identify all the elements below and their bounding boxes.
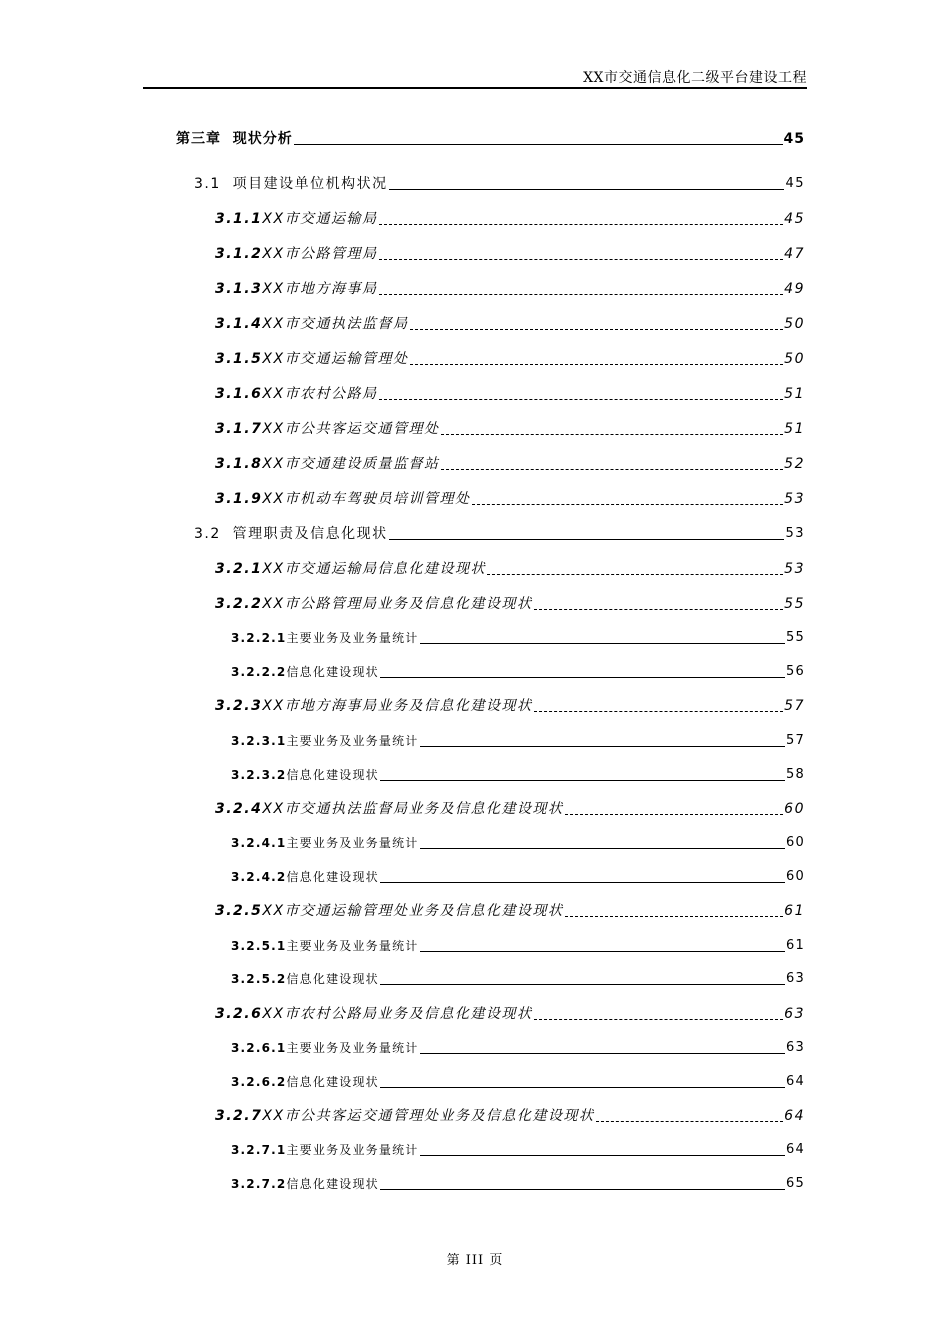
toc-entry[interactable]	[194, 523, 805, 543]
toc-entry[interactable]	[215, 453, 805, 473]
toc-entry-title	[231, 834, 419, 852]
toc-entry-page-number: 63	[784, 1006, 805, 1022]
toc-entry-title	[231, 1073, 379, 1091]
toc-entry-text: XX市农村公路局	[262, 386, 378, 402]
toc-entry-text: 主要业务及业务量统计	[286, 1143, 419, 1157]
toc-entry-page-number: 45	[783, 131, 805, 147]
toc-entry-page-number: 45	[784, 211, 805, 227]
toc-entry-number: 3.2	[194, 526, 221, 542]
toc-entry[interactable]	[231, 1139, 805, 1159]
toc-entry-number: 3.2.4.1	[231, 836, 287, 850]
toc-entry-page-number: 60	[786, 869, 805, 884]
toc-entry-text: XX市公共客运交通管理处	[262, 421, 440, 437]
toc-entry-title	[215, 490, 471, 508]
toc-entry-text: XX市公路管理局业务及信息化建设现状	[262, 596, 533, 612]
toc-leader-line	[379, 294, 784, 295]
toc-entry[interactable]	[231, 764, 805, 784]
toc-entry[interactable]	[215, 348, 805, 368]
toc-entry[interactable]	[231, 1173, 805, 1193]
toc-entry-page-number: 63	[786, 971, 805, 986]
toc-entry-page-number: 56	[786, 664, 805, 679]
toc-entry-number: 3.2.6.2	[231, 1075, 287, 1089]
toc-entry-page-number: 55	[786, 630, 805, 645]
toc-entry-title	[194, 525, 388, 543]
toc-entry[interactable]	[231, 627, 805, 647]
toc-entry-text: XX市交通运输局信息化建设现状	[262, 561, 487, 577]
toc-entry-title	[215, 350, 409, 368]
toc-entry-number: 3.1	[194, 176, 221, 192]
toc-leader-line	[420, 1155, 786, 1156]
toc-entry[interactable]	[215, 383, 805, 403]
toc-entry-text: XX市公共客运交通管理处业务及信息化建设现状	[262, 1108, 595, 1124]
toc-leader-line	[389, 189, 785, 190]
toc-entry[interactable]	[215, 695, 805, 715]
toc-entry[interactable]	[194, 173, 805, 193]
toc-entry-page-number: 53	[784, 561, 805, 577]
toc-entry-number: 3.2.3	[215, 698, 263, 714]
toc-entry[interactable]	[215, 593, 805, 613]
toc-entry-number: 3.1.2	[215, 246, 263, 262]
toc-entry-page-number: 61	[786, 938, 805, 953]
toc-entry-title	[215, 560, 486, 578]
toc-entry-title	[215, 697, 533, 715]
toc-entry[interactable]	[231, 1037, 805, 1057]
toc-entry-number: 3.2.7.2	[231, 1177, 287, 1191]
toc-entry-text: 主要业务及业务量统计	[286, 939, 419, 953]
toc-leader-line	[380, 677, 785, 678]
toc-entry-number: 3.1.5	[215, 351, 263, 367]
toc-entry-title	[215, 385, 378, 403]
toc-entry-text: 信息化建设现状	[286, 1177, 379, 1191]
toc-leader-line	[380, 1087, 785, 1088]
toc-entry-number: 3.2.2.2	[231, 665, 287, 679]
toc-entry-number: 3.2.6.1	[231, 1041, 287, 1055]
toc-entry-number: 3.2.2	[215, 596, 263, 612]
toc-leader-line	[389, 539, 785, 540]
toc-entry-text: 项目建设单位机构状况	[232, 176, 388, 192]
toc-leader-line	[487, 574, 783, 575]
toc-entry-title	[215, 595, 533, 613]
toc-entry-page-number: 61	[784, 903, 805, 919]
header-title: XX市交通信息化二级平台建设工程	[583, 70, 807, 86]
toc-entry-page-number: 63	[786, 1040, 805, 1055]
toc-entry-text: 信息化建设现状	[286, 972, 379, 986]
toc-entry[interactable]	[231, 1071, 805, 1091]
toc-entry-title	[231, 970, 379, 988]
toc-leader-line	[441, 469, 784, 470]
toc-leader-line	[420, 848, 786, 849]
toc-entry-page-number: 55	[784, 596, 805, 612]
toc-entry[interactable]	[215, 900, 805, 920]
toc-entry-number: 3.2.5.1	[231, 939, 287, 953]
toc-leader-line	[380, 882, 785, 883]
toc-entry-page-number: 57	[784, 698, 805, 714]
toc-entry-title	[231, 663, 379, 681]
page-number: 第 III 页	[446, 1253, 504, 1268]
toc-entry[interactable]	[215, 488, 805, 508]
toc-entry-number: 3.1.9	[215, 491, 263, 507]
toc-entry-title	[176, 130, 293, 148]
toc-entry-number: 3.1.7	[215, 421, 263, 437]
toc-entry-page-number: 50	[784, 316, 805, 332]
toc-entry-number: 3.2.3.2	[231, 768, 287, 782]
toc-entry[interactable]	[215, 798, 805, 818]
toc-entry-page-number: 51	[784, 421, 805, 437]
toc-entry[interactable]	[215, 208, 805, 228]
toc-entry[interactable]	[215, 418, 805, 438]
toc-entry-text: 信息化建设现状	[286, 1075, 379, 1089]
toc-entry-text: 现状分析	[232, 131, 293, 147]
toc-entry-text: 主要业务及业务量统计	[286, 734, 419, 748]
toc-entry[interactable]	[231, 832, 805, 852]
toc-leader-line	[380, 1189, 785, 1190]
toc-entry-page-number: 45	[785, 176, 805, 191]
toc-entry-title	[231, 732, 419, 750]
toc-entry-text: XX市地方海事局	[262, 281, 378, 297]
toc-entry-number: 3.2.3.1	[231, 734, 287, 748]
toc-entry-title	[215, 902, 564, 920]
toc-entry-title	[231, 1175, 379, 1193]
toc-leader-line	[420, 951, 786, 952]
toc-entry-number: 3.2.2.1	[231, 631, 287, 645]
toc-entry-title	[231, 766, 379, 784]
toc-entry-page-number: 60	[786, 835, 805, 850]
toc-leader-line	[534, 609, 784, 610]
toc-leader-line	[420, 746, 786, 747]
toc-entry-text: XX市交通运输局	[262, 211, 378, 227]
toc-entry-title	[231, 629, 419, 647]
toc-entry-number: 3.1.3	[215, 281, 263, 297]
toc-leader-line	[596, 1121, 784, 1122]
toc-entry-title	[215, 420, 440, 438]
toc-entry-text: XX市交通执法监督局业务及信息化建设现状	[262, 801, 564, 817]
toc-entry-title	[215, 455, 440, 473]
toc-entry-page-number: 64	[786, 1142, 805, 1157]
toc-entry-page-number: 64	[784, 1108, 805, 1124]
toc-entry-text: XX市交通执法监督局	[262, 316, 409, 332]
toc-entry-title	[215, 1107, 595, 1125]
toc-entry-title	[215, 315, 409, 333]
toc-entry-title	[231, 1039, 419, 1057]
toc-entry-title	[215, 1005, 533, 1023]
toc-entry[interactable]	[231, 935, 805, 955]
toc-entry-title	[231, 937, 419, 955]
toc-entry-page-number: 53	[785, 526, 805, 541]
toc-leader-line	[380, 984, 785, 985]
toc-entry[interactable]	[215, 1105, 805, 1125]
toc-leader-line	[294, 144, 783, 145]
toc-entry[interactable]	[215, 243, 805, 263]
toc-entry-text: 信息化建设现状	[286, 768, 379, 782]
toc-entry-page-number: 51	[784, 386, 805, 402]
toc-leader-line	[410, 364, 784, 365]
toc-entry-number: 3.1.4	[215, 316, 263, 332]
toc-entry-title	[215, 280, 378, 298]
toc-entry-number: 3.1.1	[215, 211, 263, 227]
toc-entry-page-number: 65	[786, 1176, 805, 1191]
toc-entry-number: 3.2.7	[215, 1108, 263, 1124]
toc-entry-title	[231, 868, 379, 886]
toc-entry-text: XX市交通建设质量监督站	[262, 456, 440, 472]
toc-entry-text: 信息化建设现状	[286, 665, 379, 679]
toc-leader-line	[380, 780, 785, 781]
toc-entry-text: XX市交通运输管理处	[262, 351, 409, 367]
toc-entry-title	[194, 175, 388, 193]
toc-entry-page-number: 57	[786, 733, 805, 748]
toc-leader-line	[534, 1019, 784, 1020]
toc-leader-line	[441, 434, 784, 435]
toc-leader-line	[379, 224, 784, 225]
toc-entry-text: XX市机动车驾驶员培训管理处	[262, 491, 471, 507]
toc-entry-text: XX市地方海事局业务及信息化建设现状	[262, 698, 533, 714]
toc-leader-line	[420, 1053, 786, 1054]
toc-leader-line	[534, 711, 784, 712]
toc-entry-text: XX市交通运输管理处业务及信息化建设现状	[262, 903, 564, 919]
toc-entry[interactable]	[231, 730, 805, 750]
toc-entry-text: XX市农村公路局业务及信息化建设现状	[262, 1006, 533, 1022]
toc-entry-text: 管理职责及信息化现状	[232, 526, 388, 542]
toc-entry[interactable]	[215, 313, 805, 333]
toc-entry-number: 3.2.1	[215, 561, 263, 577]
toc-entry-text: XX市公路管理局	[262, 246, 378, 262]
toc-entry-page-number: 49	[784, 281, 805, 297]
toc-leader-line	[379, 399, 784, 400]
toc-entry-page-number: 58	[786, 767, 805, 782]
toc-entry[interactable]	[231, 968, 805, 988]
toc-entry[interactable]	[215, 558, 805, 578]
toc-entry[interactable]	[215, 1003, 805, 1023]
toc-entry-number: 3.2.7.1	[231, 1143, 287, 1157]
toc-entry[interactable]	[231, 866, 805, 886]
toc-entry[interactable]	[215, 278, 805, 298]
toc-entry-page-number: 50	[784, 351, 805, 367]
toc-entry-number: 3.1.6	[215, 386, 263, 402]
toc-entry[interactable]	[176, 128, 805, 148]
toc-leader-line	[420, 643, 786, 644]
toc-leader-line	[565, 916, 784, 917]
toc-leader-line	[472, 504, 784, 505]
toc-entry-page-number: 64	[786, 1074, 805, 1089]
toc-entry-page-number: 52	[784, 456, 805, 472]
toc-entry-number: 3.2.5	[215, 903, 263, 919]
toc-entry-text: 主要业务及业务量统计	[286, 1041, 419, 1055]
toc-entry-text: 信息化建设现状	[286, 870, 379, 884]
toc-entry[interactable]	[231, 661, 805, 681]
toc-entry-title	[215, 800, 564, 818]
toc-leader-line	[410, 329, 784, 330]
toc-entry-text: 主要业务及业务量统计	[286, 836, 419, 850]
toc-entry-number: 3.2.4.2	[231, 870, 287, 884]
toc-entry-page-number: 53	[784, 491, 805, 507]
toc-entry-title	[215, 245, 378, 263]
toc-entry-number: 第三章	[176, 131, 221, 147]
toc-entry-number: 3.2.5.2	[231, 972, 287, 986]
toc-entry-number: 3.1.8	[215, 456, 263, 472]
toc-entry-number: 3.2.4	[215, 801, 263, 817]
toc-entry-page-number: 47	[784, 246, 805, 262]
toc-entry-page-number: 60	[784, 801, 805, 817]
toc-leader-line	[379, 259, 784, 260]
toc-entry-text: 主要业务及业务量统计	[286, 631, 419, 645]
toc-leader-line	[565, 814, 784, 815]
toc-entry-number: 3.2.6	[215, 1006, 263, 1022]
toc-entry-title	[215, 210, 378, 228]
toc-entry-title	[231, 1141, 419, 1159]
